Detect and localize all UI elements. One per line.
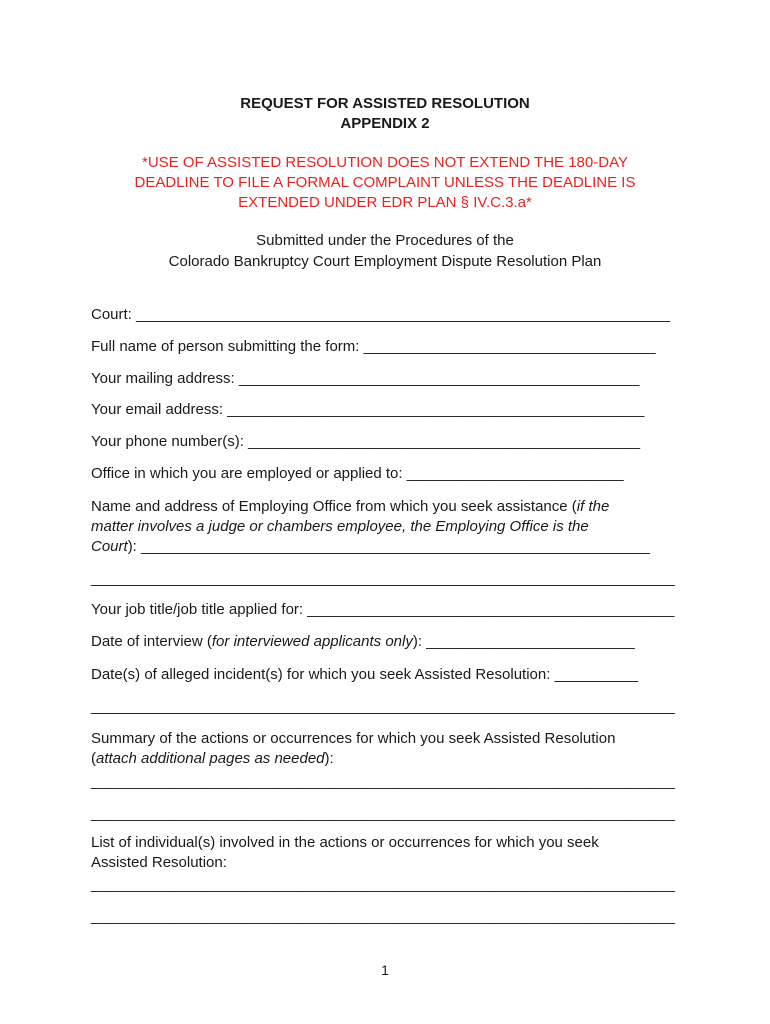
interview-date-note: for interviewed applicants only bbox=[211, 633, 413, 650]
form-title: REQUEST FOR ASSISTED RESOLUTION bbox=[240, 95, 530, 112]
mailing-address-field[interactable] bbox=[91, 369, 639, 389]
employing-office-label: Name and address of Employing Office from which you seek assistance ( bbox=[91, 498, 577, 515]
full-name-blank[interactable]: ___________________________________ bbox=[363, 338, 656, 355]
job-title-label: Your job title/job title applied for: bbox=[91, 601, 304, 618]
incident-dates-field[interactable] bbox=[91, 665, 638, 685]
email-address-label: Your email address: bbox=[91, 401, 224, 418]
interview-date-blank[interactable]: _________________________ bbox=[426, 633, 635, 650]
job-title-field[interactable] bbox=[91, 600, 674, 620]
submitted-line-2: Colorado Bankruptcy Court Employment Dispute Resolution Plan bbox=[168, 253, 602, 270]
interview-date-colon: ): bbox=[412, 633, 423, 650]
job-title-blank[interactable]: ____________________________________________ bbox=[307, 601, 675, 618]
interview-date-field[interactable] bbox=[91, 632, 635, 652]
individuals-label-2: Assisted Resolution: bbox=[91, 854, 227, 871]
warning-line-1: *USE OF ASSISTED RESOLUTION DOES NOT EXTEND THE 180-DAY bbox=[142, 154, 628, 171]
employing-office-label-line-2 bbox=[91, 517, 589, 537]
employing-office-label-line-1 bbox=[91, 497, 609, 517]
incident-dates-blank[interactable]: __________ bbox=[554, 666, 638, 683]
page-number: 1 bbox=[381, 962, 389, 978]
employing-office-note-1: if the bbox=[576, 498, 610, 515]
full-name-label: Full name of person submitting the form: bbox=[91, 338, 360, 355]
employing-office-note-2: matter involves a judge or chambers employee, the Employing Office is the bbox=[91, 518, 589, 535]
summary-blank-1[interactable]: ______________________________________________________________________ bbox=[91, 773, 675, 790]
summary-label: Summary of the actions or occurrences for which you seek Assisted Resolution bbox=[91, 730, 616, 747]
employing-office-colon: ): bbox=[127, 538, 137, 555]
court-blank[interactable]: ________________________________________________________________ bbox=[136, 306, 670, 323]
office-blank[interactable]: __________________________ bbox=[406, 465, 624, 482]
summary-note-line bbox=[91, 749, 334, 769]
individuals-blank-2[interactable]: ______________________________________________________________________ bbox=[91, 908, 675, 925]
submitted-line-1: Submitted under the Procedures of the bbox=[256, 232, 514, 249]
warning-line-2: DEADLINE TO FILE A FORMAL COMPLAINT UNLESS THE DEADLINE IS bbox=[134, 174, 636, 191]
phone-number-blank[interactable]: _______________________________________________ bbox=[248, 433, 641, 450]
incident-dates-label: Date(s) of alleged incident(s) for which you seek Assisted Resolution: bbox=[91, 666, 551, 683]
interview-date-label: Date of interview ( bbox=[91, 633, 212, 650]
mailing-address-blank[interactable]: ________________________________________________ bbox=[238, 370, 640, 387]
phone-number-label: Your phone number(s): bbox=[91, 433, 244, 450]
employing-office-blank[interactable]: _____________________________________________________________ bbox=[141, 538, 650, 555]
email-address-field[interactable] bbox=[91, 400, 644, 420]
individuals-blank-1[interactable]: ______________________________________________________________________ bbox=[91, 876, 675, 893]
summary-blank-2[interactable]: ______________________________________________________________________ bbox=[91, 805, 675, 822]
summary-note: attach additional pages as needed bbox=[96, 750, 325, 767]
warning-line-3: EXTENDED UNDER EDR PLAN § IV.C.3.a* bbox=[238, 194, 532, 211]
summary-paren-open: ( bbox=[91, 750, 96, 767]
appendix-label: APPENDIX 2 bbox=[340, 115, 430, 132]
office-label: Office in which you are employed or applied to: bbox=[91, 465, 403, 482]
employing-office-note-3: Court bbox=[91, 538, 128, 555]
phone-number-field[interactable] bbox=[91, 432, 640, 452]
court-label: Court: bbox=[91, 306, 132, 323]
incident-dates-blank-2[interactable]: ______________________________________________________________________ bbox=[91, 698, 675, 715]
individuals-label-1: List of individual(s) involved in the actions or occurrences for which you seek bbox=[91, 834, 599, 851]
employing-office-field[interactable] bbox=[91, 537, 650, 557]
office-field[interactable] bbox=[91, 464, 624, 484]
mailing-address-label: Your mailing address: bbox=[91, 370, 235, 387]
court-field[interactable] bbox=[91, 305, 670, 325]
email-address-blank[interactable]: __________________________________________________ bbox=[227, 401, 645, 418]
employing-office-blank-2[interactable]: ______________________________________________________________________ bbox=[91, 570, 675, 587]
full-name-field[interactable] bbox=[91, 337, 656, 357]
summary-paren-close: ): bbox=[324, 750, 334, 767]
